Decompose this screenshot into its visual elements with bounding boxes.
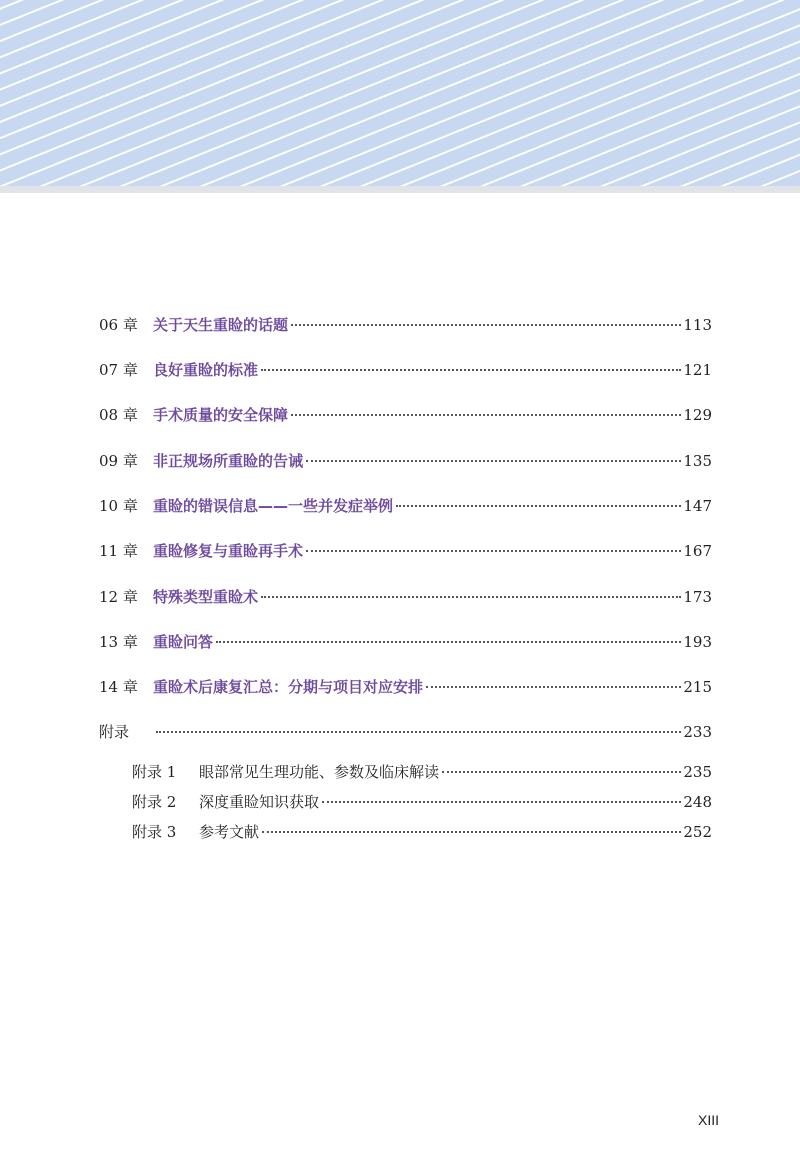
page-number: 135 xyxy=(683,452,712,470)
dot-leader xyxy=(306,460,681,462)
chapter-number: 10 章 xyxy=(99,497,138,515)
chapter-number: 06 章 xyxy=(99,316,138,334)
chapter-number: 13 章 xyxy=(99,633,138,651)
page-folio: XIII xyxy=(698,1112,720,1128)
chapter-number: 09 章 xyxy=(99,452,138,470)
dot-leader xyxy=(396,505,681,507)
dot-leader xyxy=(291,324,681,326)
toc-entry[interactable] xyxy=(99,313,712,337)
appendix-number: 附录 2 xyxy=(132,793,177,811)
appendix-label: 附录 xyxy=(99,723,130,741)
appendix-title: 眼部常见生理功能、参数及临床解读 xyxy=(199,763,440,781)
header-stripe-band xyxy=(0,0,800,186)
appendix-number: 附录 3 xyxy=(132,823,177,841)
chapter-number: 07 章 xyxy=(99,361,138,379)
dot-leader xyxy=(262,831,681,833)
chapter-number: 11 章 xyxy=(99,542,138,560)
toc-entry[interactable] xyxy=(99,675,712,699)
dot-leader xyxy=(426,686,681,688)
appendix-number: 附录 1 xyxy=(132,763,177,781)
appendix-title: 深度重睑知识获取 xyxy=(199,793,320,811)
header-rule xyxy=(0,186,800,193)
toc-appendix-item[interactable] xyxy=(132,790,712,814)
dot-leader xyxy=(291,414,681,416)
toc-appendix-item[interactable] xyxy=(132,820,712,844)
page-number: 248 xyxy=(683,793,712,811)
toc-entry[interactable] xyxy=(99,403,712,427)
dot-leader xyxy=(442,771,681,773)
page-number: 129 xyxy=(683,406,712,424)
chapter-title: 特殊类型重睑术 xyxy=(153,588,259,606)
toc-entry[interactable] xyxy=(99,630,712,654)
page-number: 167 xyxy=(683,542,712,560)
page-number: 235 xyxy=(683,763,712,781)
dot-leader xyxy=(216,641,681,643)
chapter-title: 良好重睑的标准 xyxy=(153,361,259,379)
chapter-title: 重睑术后康复汇总：分期与项目对应安排 xyxy=(153,678,424,696)
page-number: 252 xyxy=(683,823,712,841)
chapter-number: 14 章 xyxy=(99,678,138,696)
toc-entry[interactable] xyxy=(99,449,712,473)
toc-entry[interactable] xyxy=(99,539,712,563)
toc-appendix-entry[interactable] xyxy=(99,720,712,744)
dot-leader xyxy=(306,550,681,552)
chapter-title: 重睑问答 xyxy=(153,633,214,651)
dot-leader xyxy=(261,369,681,371)
toc-appendix-item[interactable] xyxy=(132,760,712,784)
chapter-title: 手术质量的安全保障 xyxy=(153,406,289,424)
chapter-title: 重睑修复与重睑再手术 xyxy=(153,542,304,560)
chapter-title: 关于天生重睑的话题 xyxy=(153,316,289,334)
toc-entry[interactable] xyxy=(99,585,712,609)
toc-entry[interactable] xyxy=(99,358,712,382)
chapter-number: 12 章 xyxy=(99,588,138,606)
page-number: 121 xyxy=(683,361,712,379)
page-number: 147 xyxy=(683,497,712,515)
page-number: 233 xyxy=(683,723,712,741)
toc-entry[interactable] xyxy=(99,494,712,518)
chapter-title: 重睑的错误信息——一些并发症举例 xyxy=(153,497,394,515)
chapter-number: 08 章 xyxy=(99,406,138,424)
dot-leader xyxy=(322,801,681,803)
page-number: 173 xyxy=(683,588,712,606)
dot-leader xyxy=(156,731,681,733)
appendix-title: 参考文献 xyxy=(199,823,260,841)
page-number: 113 xyxy=(683,316,712,334)
page-number: 193 xyxy=(683,633,712,651)
chapter-title: 非正规场所重睑的告诫 xyxy=(153,452,304,470)
dot-leader xyxy=(261,596,681,598)
page-number: 215 xyxy=(683,678,712,696)
